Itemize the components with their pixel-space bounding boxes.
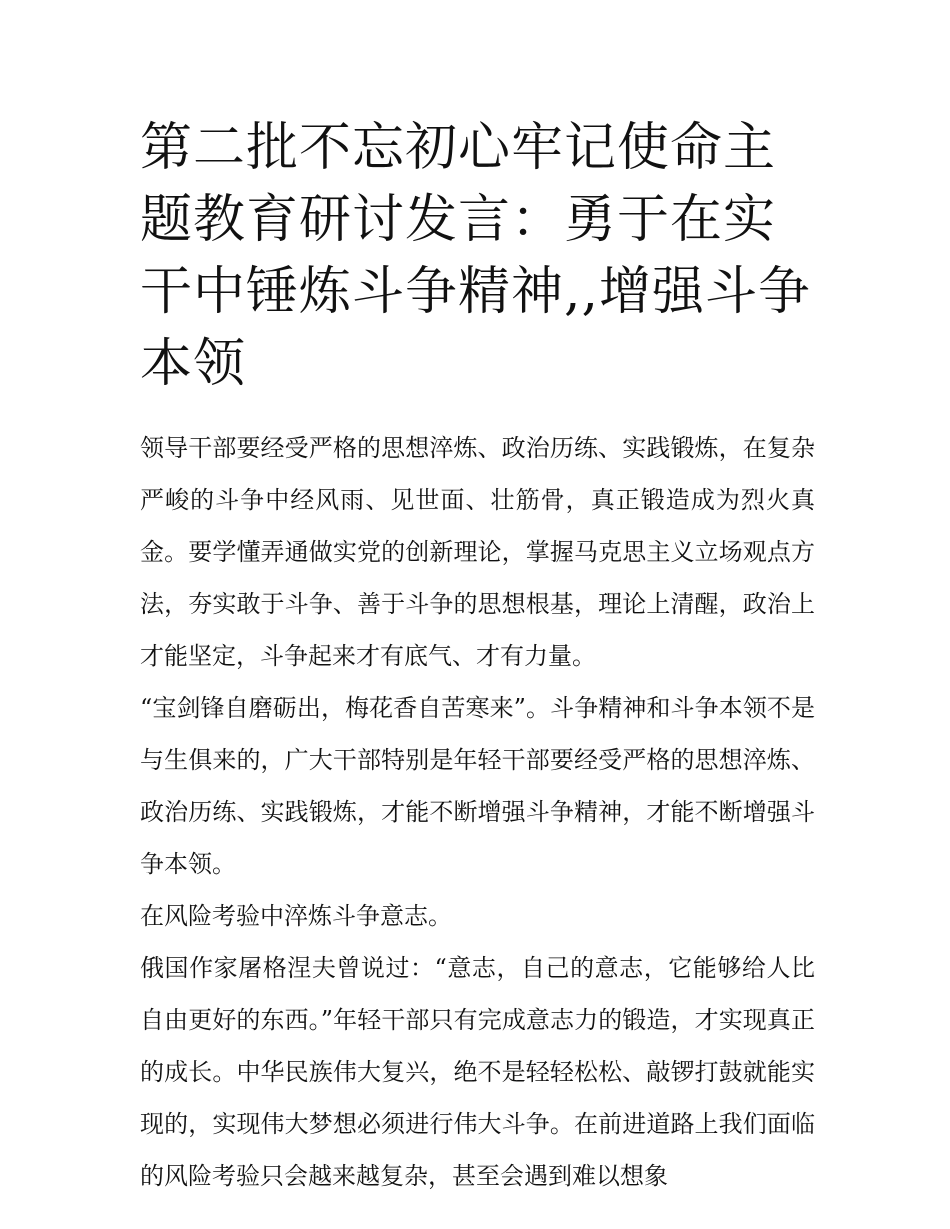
document-body [140, 422, 815, 1202]
paragraph-3: 在风险考验中淬炼斗争意志。 [140, 902, 452, 930]
paragraph-4: 俄国作家屠格涅夫曾说过：“意志，自己的意志，它能够给人比自由更好的东西。”年轻干部只有完成意志力的锻造，才实现真正的成长。中华民族伟大复兴，绝不是轻轻松松、敲锣打鼓就能实现的，实现伟大梦想必须进行伟大斗争。在前进道路上我们面临的风险考验只会越来越复杂，甚至会遇到难以想象 [140, 954, 815, 1190]
document-title: 第二批不忘初心牢记使命主题教育研讨发言：勇于在实干中锤炼斗争精神,,增强斗争本领 [140, 118, 812, 394]
document-page [140, 112, 815, 1202]
paragraph-2: “宝剑锋自磨砺出，梅花香自苦寒来”。斗争精神和斗争本领不是与生俱来的，广大干部特别是年轻干部要经受严格的思想淬炼、政治历练、实践锻炼，才能不断增强斗争精神，才能不断增强斗争本领。 [140, 694, 815, 878]
paragraph-1: 领导干部要经受严格的思想淬炼、政治历练、实践锻炼，在复杂严峻的斗争中经风雨、见世面、壮筋骨，真正锻造成为烈火真金。要学懂弄通做实党的创新理论，掌握马克思主义立场观点方法，夯实敢于斗争、善于斗争的思想根基，理论上清醒，政治上才能坚定，斗争起来才有底气、才有力量。 [140, 434, 815, 670]
